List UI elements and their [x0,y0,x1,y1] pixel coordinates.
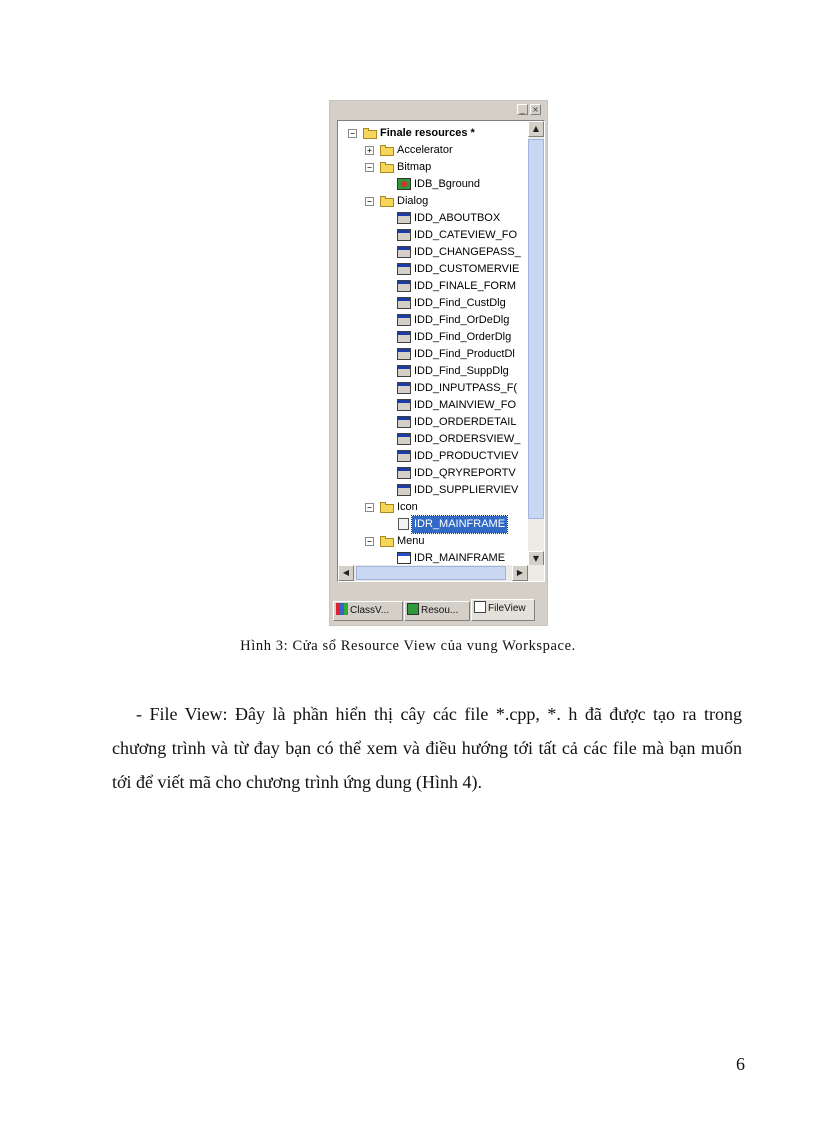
tab-label: Resou... [421,605,459,616]
tree-item[interactable] [396,261,521,278]
dialog-icon [396,432,412,446]
resource-view-icon [407,603,419,615]
tree-item-label: Menu [397,535,425,547]
tab-class-view[interactable] [333,601,403,621]
body-paragraph: - File View: Đây là phần hiển thị cây các file *.cpp, *. h đã được tạo ra trong chương trình và từ đay bạn có thể xem và điều hướng tới tất cả các file mà bạn muốn tới để viết mã cho chương trình ứng dung (Hình 4). [112,704,742,792]
dialog-icon [396,347,412,361]
tab-label: ClassV... [350,605,390,616]
tree-item-label: IDD_PRODUCTVIEV [414,450,519,462]
tree-item[interactable] [396,482,520,499]
close-button[interactable]: × [530,104,541,115]
tree-item-label: Finale resources * [380,127,475,139]
tree-item-label: Dialog [397,195,429,207]
horizontal-scroll-thumb[interactable] [356,566,506,580]
tree-item[interactable] [396,346,517,363]
tree-item-label: IDD_FINALE_FORM [414,280,517,292]
workspace-window [329,100,548,626]
tree-item[interactable] [396,329,513,346]
collapse-icon[interactable]: − [365,503,374,512]
dialog-icon [396,313,412,327]
tree-item[interactable] [396,363,511,380]
tree-item[interactable] [367,533,427,550]
horizontal-scrollbar[interactable] [338,565,544,581]
tree-item-label: IDD_Find_ProductDl [414,348,515,360]
tree-item[interactable] [396,312,511,329]
dialog-icon [396,415,412,429]
dialog-icon [396,466,412,480]
tree-item[interactable] [396,380,519,397]
tree-item-label: Accelerator [397,144,453,156]
tree-item-label: IDD_ABOUTBOX [414,212,501,224]
tree-item-label: IDD_QRYREPORTV [414,467,516,479]
tree-item-label: IDD_MAINVIEW_FO [414,399,517,411]
dialog-icon [396,364,412,378]
dialog-icon [396,330,412,344]
scroll-down-button[interactable]: ▼ [528,551,544,567]
dialog-icon [396,245,412,259]
tree-item[interactable] [396,414,518,431]
tree-item-label: IDD_CATEVIEW_FO [414,229,518,241]
folder-icon [379,500,395,514]
tree-item[interactable] [367,499,420,516]
dialog-icon [396,483,412,497]
collapse-icon[interactable]: − [365,163,374,172]
collapse-icon[interactable]: − [365,197,374,206]
tree-item-label: IDR_MAINFRAME [412,516,507,533]
tree-item-label: IDD_CUSTOMERVIE [414,263,520,275]
tree-item-label: IDD_SUPPLIERVIEV [414,484,519,496]
collapse-icon[interactable]: − [348,129,357,138]
workspace-tabs [333,599,545,623]
dialog-icon [396,449,412,463]
tree-item[interactable] [396,210,502,227]
tree-item-label: IDD_Find_SuppDlg [414,365,509,377]
menu-resource-icon [396,551,412,565]
tree-item-label: Bitmap [397,161,432,173]
dialog-icon [396,262,412,276]
tree-item[interactable] [396,295,508,312]
tree-item[interactable] [396,227,519,244]
minimize-button[interactable]: _ [517,104,528,115]
tree-item[interactable] [350,125,477,142]
tree-item-label: IDD_Find_OrderDlg [414,331,512,343]
dialog-icon [396,228,412,242]
folder-icon [379,194,395,208]
scroll-up-button[interactable]: ▲ [528,121,544,137]
dialog-icon [396,381,412,395]
tab-label: FileView [488,603,526,614]
folder-icon [379,143,395,157]
vertical-scroll-thumb[interactable] [528,139,544,519]
tree-item[interactable] [396,278,518,295]
folder-icon [379,160,395,174]
tree-item-label: IDD_CHANGEPASS_ [414,246,521,258]
folder-icon [362,126,378,140]
tree-item-label: IDD_Find_CustDlg [414,297,506,309]
resource-tree[interactable] [337,120,545,582]
vertical-scrollbar[interactable] [528,121,544,567]
tree-item[interactable] [396,448,521,465]
dialog-icon [396,398,412,412]
tree-item[interactable] [367,159,433,176]
collapse-icon[interactable]: − [365,537,374,546]
tab-file-view[interactable] [471,599,535,621]
figure-caption: Hình 3: Cửa sổ Resource View của vung Workspace. [240,638,576,654]
folder-icon [379,534,395,548]
tree-item-label: IDD_INPUTPASS_F( [414,382,518,394]
tree-view [338,121,528,567]
tree-item-label: IDR_MAINFRAME [414,552,506,564]
tree-item[interactable] [396,465,518,482]
tree-item[interactable] [396,516,507,533]
expand-icon[interactable]: + [365,146,374,155]
tree-item-label: IDD_ORDERDETAIL [414,416,517,428]
tree-item-label: IDD_Find_OrDeDlg [414,314,510,326]
tree-item[interactable] [396,176,482,193]
tree-item-label: IDB_Bground [414,178,481,190]
tab-resource-view[interactable] [404,601,470,621]
class-view-icon [336,603,348,615]
tree-item-label: Icon [397,501,418,513]
tree-item[interactable] [396,397,518,414]
dialog-icon [396,279,412,293]
dialog-icon [396,296,412,310]
page-number: 6 [736,1054,745,1074]
tree-item[interactable] [396,431,522,448]
file-view-icon [474,601,486,613]
scroll-left-button[interactable]: ◀ [338,565,354,581]
tree-item[interactable] [396,244,523,261]
scroll-right-button[interactable]: ▶ [512,565,528,581]
tree-item[interactable] [367,142,455,159]
dialog-icon [396,211,412,225]
tree-item-label: IDD_ORDERSVIEW_ [414,433,521,445]
workspace-titlebar [330,101,547,119]
tree-item[interactable] [367,193,430,210]
icon-resource-icon [396,517,412,531]
bitmap-icon [396,177,412,191]
